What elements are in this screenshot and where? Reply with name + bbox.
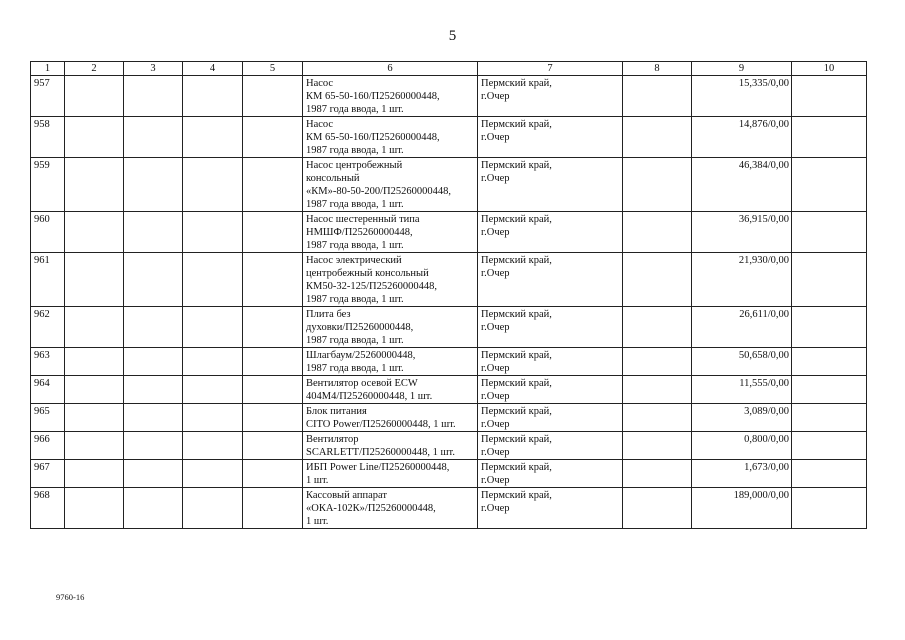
description-line: 1987 года ввода, 1 шт. xyxy=(306,240,404,251)
location-line: Пермский край, xyxy=(481,160,552,171)
location-cell xyxy=(478,404,623,432)
description-cell xyxy=(303,158,478,212)
empty-cell xyxy=(623,117,692,158)
location-cell xyxy=(478,212,623,253)
description-cell xyxy=(303,307,478,348)
property-registry-table xyxy=(30,61,867,529)
description-line: КМ 65-50-160/П25260000448, xyxy=(306,132,440,143)
row-number-cell: 961 xyxy=(31,253,65,307)
location-line: г.Очер xyxy=(481,322,510,333)
row-number-cell: 966 xyxy=(31,432,65,460)
table-row xyxy=(31,432,867,460)
value-cell: 14,876/0,00 xyxy=(692,117,792,158)
description-line: 1 шт. xyxy=(306,516,329,527)
description-cell xyxy=(303,117,478,158)
empty-cell xyxy=(124,76,183,117)
empty-cell xyxy=(792,348,867,376)
column-header: 6 xyxy=(303,62,478,76)
empty-cell xyxy=(183,212,243,253)
empty-cell xyxy=(623,348,692,376)
empty-cell xyxy=(792,117,867,158)
row-number-cell: 957 xyxy=(31,76,65,117)
description-line: Насос центробежный xyxy=(306,160,403,171)
column-header: 3 xyxy=(124,62,183,76)
description-cell xyxy=(303,460,478,488)
empty-cell xyxy=(623,76,692,117)
column-header: 4 xyxy=(183,62,243,76)
column-header: 8 xyxy=(623,62,692,76)
location-cell xyxy=(478,253,623,307)
description-line: КМ 65-50-160/П25260000448, xyxy=(306,91,440,102)
location-line: Пермский край, xyxy=(481,119,552,130)
empty-cell xyxy=(183,307,243,348)
empty-cell xyxy=(65,348,124,376)
table-row xyxy=(31,348,867,376)
empty-cell xyxy=(65,76,124,117)
description-line: Насос xyxy=(306,119,334,130)
empty-cell xyxy=(243,460,303,488)
empty-cell xyxy=(792,432,867,460)
column-header: 2 xyxy=(65,62,124,76)
location-cell xyxy=(478,488,623,529)
empty-cell xyxy=(792,253,867,307)
empty-cell xyxy=(183,404,243,432)
location-line: Пермский край, xyxy=(481,462,552,473)
empty-cell xyxy=(124,460,183,488)
empty-cell xyxy=(183,76,243,117)
empty-cell xyxy=(623,212,692,253)
row-number-cell: 964 xyxy=(31,376,65,404)
empty-cell xyxy=(243,404,303,432)
location-line: г.Очер xyxy=(481,91,510,102)
empty-cell xyxy=(623,404,692,432)
description-line: Шлагбаум/25260000448, xyxy=(306,350,416,361)
footer-code: 9760-16 xyxy=(56,592,85,602)
description-line: 1987 года ввода, 1 шт. xyxy=(306,335,404,346)
value-cell: 50,658/0,00 xyxy=(692,348,792,376)
empty-cell xyxy=(65,212,124,253)
location-line: г.Очер xyxy=(481,475,510,486)
location-line: г.Очер xyxy=(481,503,510,514)
description-line: Вентилятор xyxy=(306,434,359,445)
empty-cell xyxy=(243,432,303,460)
table-row xyxy=(31,376,867,404)
column-header: 7 xyxy=(478,62,623,76)
description-line: 404M4/П25260000448, 1 шт. xyxy=(306,391,433,402)
page-number: 5 xyxy=(448,28,457,44)
description-cell xyxy=(303,432,478,460)
location-cell xyxy=(478,76,623,117)
location-line: г.Очер xyxy=(481,419,510,430)
row-number-cell: 965 xyxy=(31,404,65,432)
location-line: Пермский край, xyxy=(481,214,552,225)
empty-cell xyxy=(623,376,692,404)
description-line: «ОКА-102К»/П25260000448, xyxy=(306,503,436,514)
location-line: Пермский край, xyxy=(481,434,552,445)
description-line: НМШФ/П25260000448, xyxy=(306,227,413,238)
location-cell xyxy=(478,432,623,460)
empty-cell xyxy=(183,460,243,488)
empty-cell xyxy=(792,460,867,488)
value-cell: 0,800/0,00 xyxy=(692,432,792,460)
empty-cell xyxy=(792,404,867,432)
table-row xyxy=(31,212,867,253)
description-line: ИБП Power Line/П25260000448, xyxy=(306,462,450,473)
row-number-cell: 959 xyxy=(31,158,65,212)
empty-cell xyxy=(243,117,303,158)
table-body xyxy=(31,76,867,529)
empty-cell xyxy=(623,460,692,488)
location-line: г.Очер xyxy=(481,363,510,374)
empty-cell xyxy=(65,404,124,432)
location-cell xyxy=(478,376,623,404)
empty-cell xyxy=(792,158,867,212)
empty-cell xyxy=(243,348,303,376)
empty-cell xyxy=(65,376,124,404)
description-cell xyxy=(303,212,478,253)
description-line: CITO Power/П25260000448, 1 шт. xyxy=(306,419,456,430)
empty-cell xyxy=(65,307,124,348)
empty-cell xyxy=(792,488,867,529)
empty-cell xyxy=(792,376,867,404)
value-cell: 46,384/0,00 xyxy=(692,158,792,212)
location-line: Пермский край, xyxy=(481,406,552,417)
empty-cell xyxy=(243,212,303,253)
description-line: 1 шт. xyxy=(306,475,329,486)
description-cell xyxy=(303,76,478,117)
description-cell xyxy=(303,404,478,432)
empty-cell xyxy=(65,488,124,529)
empty-cell xyxy=(124,348,183,376)
empty-cell xyxy=(124,376,183,404)
description-cell xyxy=(303,376,478,404)
description-line: духовки/П25260000448, xyxy=(306,322,414,333)
empty-cell xyxy=(65,253,124,307)
table-row xyxy=(31,404,867,432)
empty-cell xyxy=(124,488,183,529)
empty-cell xyxy=(243,253,303,307)
description-line: Кассовый аппарат xyxy=(306,490,388,501)
location-line: г.Очер xyxy=(481,268,510,279)
description-line: «КМ»-80-50-200/П25260000448, xyxy=(306,186,451,197)
location-line: г.Очер xyxy=(481,391,510,402)
value-cell: 21,930/0,00 xyxy=(692,253,792,307)
empty-cell xyxy=(243,488,303,529)
table-row xyxy=(31,76,867,117)
empty-cell xyxy=(65,432,124,460)
location-line: г.Очер xyxy=(481,447,510,458)
location-line: Пермский край, xyxy=(481,255,552,266)
empty-cell xyxy=(243,76,303,117)
location-line: Пермский край, xyxy=(481,350,552,361)
description-line: 1987 года ввода, 1 шт. xyxy=(306,104,404,115)
description-line: центробежный консольный xyxy=(306,268,429,279)
empty-cell xyxy=(183,348,243,376)
empty-cell xyxy=(243,158,303,212)
description-line: Блок питания xyxy=(306,406,367,417)
empty-cell xyxy=(65,117,124,158)
value-cell: 11,555/0,00 xyxy=(692,376,792,404)
description-line: Насос электрический xyxy=(306,255,402,266)
empty-cell xyxy=(65,460,124,488)
header-row xyxy=(31,62,867,76)
description-line: 1987 года ввода, 1 шт. xyxy=(306,199,404,210)
empty-cell xyxy=(243,376,303,404)
location-line: Пермский край, xyxy=(481,309,552,320)
row-number-cell: 967 xyxy=(31,460,65,488)
column-header: 9 xyxy=(692,62,792,76)
value-cell: 26,611/0,00 xyxy=(692,307,792,348)
description-line: Плита без xyxy=(306,309,351,320)
row-number-cell: 960 xyxy=(31,212,65,253)
empty-cell xyxy=(623,432,692,460)
empty-cell xyxy=(124,253,183,307)
description-line: КМ50-32-125/П25260000448, xyxy=(306,281,437,292)
column-header: 5 xyxy=(243,62,303,76)
location-line: г.Очер xyxy=(481,227,510,238)
row-number-cell: 968 xyxy=(31,488,65,529)
empty-cell xyxy=(792,76,867,117)
table-row xyxy=(31,117,867,158)
empty-cell xyxy=(243,307,303,348)
empty-cell xyxy=(124,117,183,158)
location-line: г.Очер xyxy=(481,132,510,143)
location-cell xyxy=(478,460,623,488)
empty-cell xyxy=(124,404,183,432)
empty-cell xyxy=(792,212,867,253)
column-header: 10 xyxy=(792,62,867,76)
value-cell: 1,673/0,00 xyxy=(692,460,792,488)
location-cell xyxy=(478,307,623,348)
empty-cell xyxy=(183,488,243,529)
empty-cell xyxy=(183,376,243,404)
description-line: Вентилятор осевой ECW xyxy=(306,378,418,389)
empty-cell xyxy=(623,158,692,212)
empty-cell xyxy=(65,158,124,212)
empty-cell xyxy=(183,253,243,307)
column-header: 1 xyxy=(31,62,65,76)
empty-cell xyxy=(183,432,243,460)
table-row xyxy=(31,158,867,212)
empty-cell xyxy=(124,432,183,460)
description-line: 1987 года ввода, 1 шт. xyxy=(306,145,404,156)
row-number-cell: 962 xyxy=(31,307,65,348)
value-cell: 15,335/0,00 xyxy=(692,76,792,117)
row-number-cell: 958 xyxy=(31,117,65,158)
description-line: Насос шестеренный типа xyxy=(306,214,420,225)
value-cell: 36,915/0,00 xyxy=(692,212,792,253)
empty-cell xyxy=(124,158,183,212)
table-row xyxy=(31,460,867,488)
table-row xyxy=(31,253,867,307)
description-line: Насос xyxy=(306,78,334,89)
description-line: консольный xyxy=(306,173,360,184)
location-line: Пермский край, xyxy=(481,490,552,501)
description-line: 1987 года ввода, 1 шт. xyxy=(306,363,404,374)
table-row xyxy=(31,488,867,529)
location-cell xyxy=(478,348,623,376)
empty-cell xyxy=(124,307,183,348)
value-cell: 189,000/0,00 xyxy=(692,488,792,529)
empty-cell xyxy=(623,307,692,348)
location-line: Пермский край, xyxy=(481,378,552,389)
empty-cell xyxy=(124,212,183,253)
empty-cell xyxy=(623,488,692,529)
location-line: Пермский край, xyxy=(481,78,552,89)
location-cell xyxy=(478,158,623,212)
empty-cell xyxy=(183,158,243,212)
description-line: SCARLETT/П25260000448, 1 шт. xyxy=(306,447,455,458)
empty-cell xyxy=(623,253,692,307)
value-cell: 3,089/0,00 xyxy=(692,404,792,432)
description-line: 1987 года ввода, 1 шт. xyxy=(306,294,404,305)
description-cell xyxy=(303,488,478,529)
location-cell xyxy=(478,117,623,158)
description-cell xyxy=(303,348,478,376)
row-number-cell: 963 xyxy=(31,348,65,376)
empty-cell xyxy=(183,117,243,158)
empty-cell xyxy=(792,307,867,348)
description-cell xyxy=(303,253,478,307)
table-row xyxy=(31,307,867,348)
location-line: г.Очер xyxy=(481,173,510,184)
